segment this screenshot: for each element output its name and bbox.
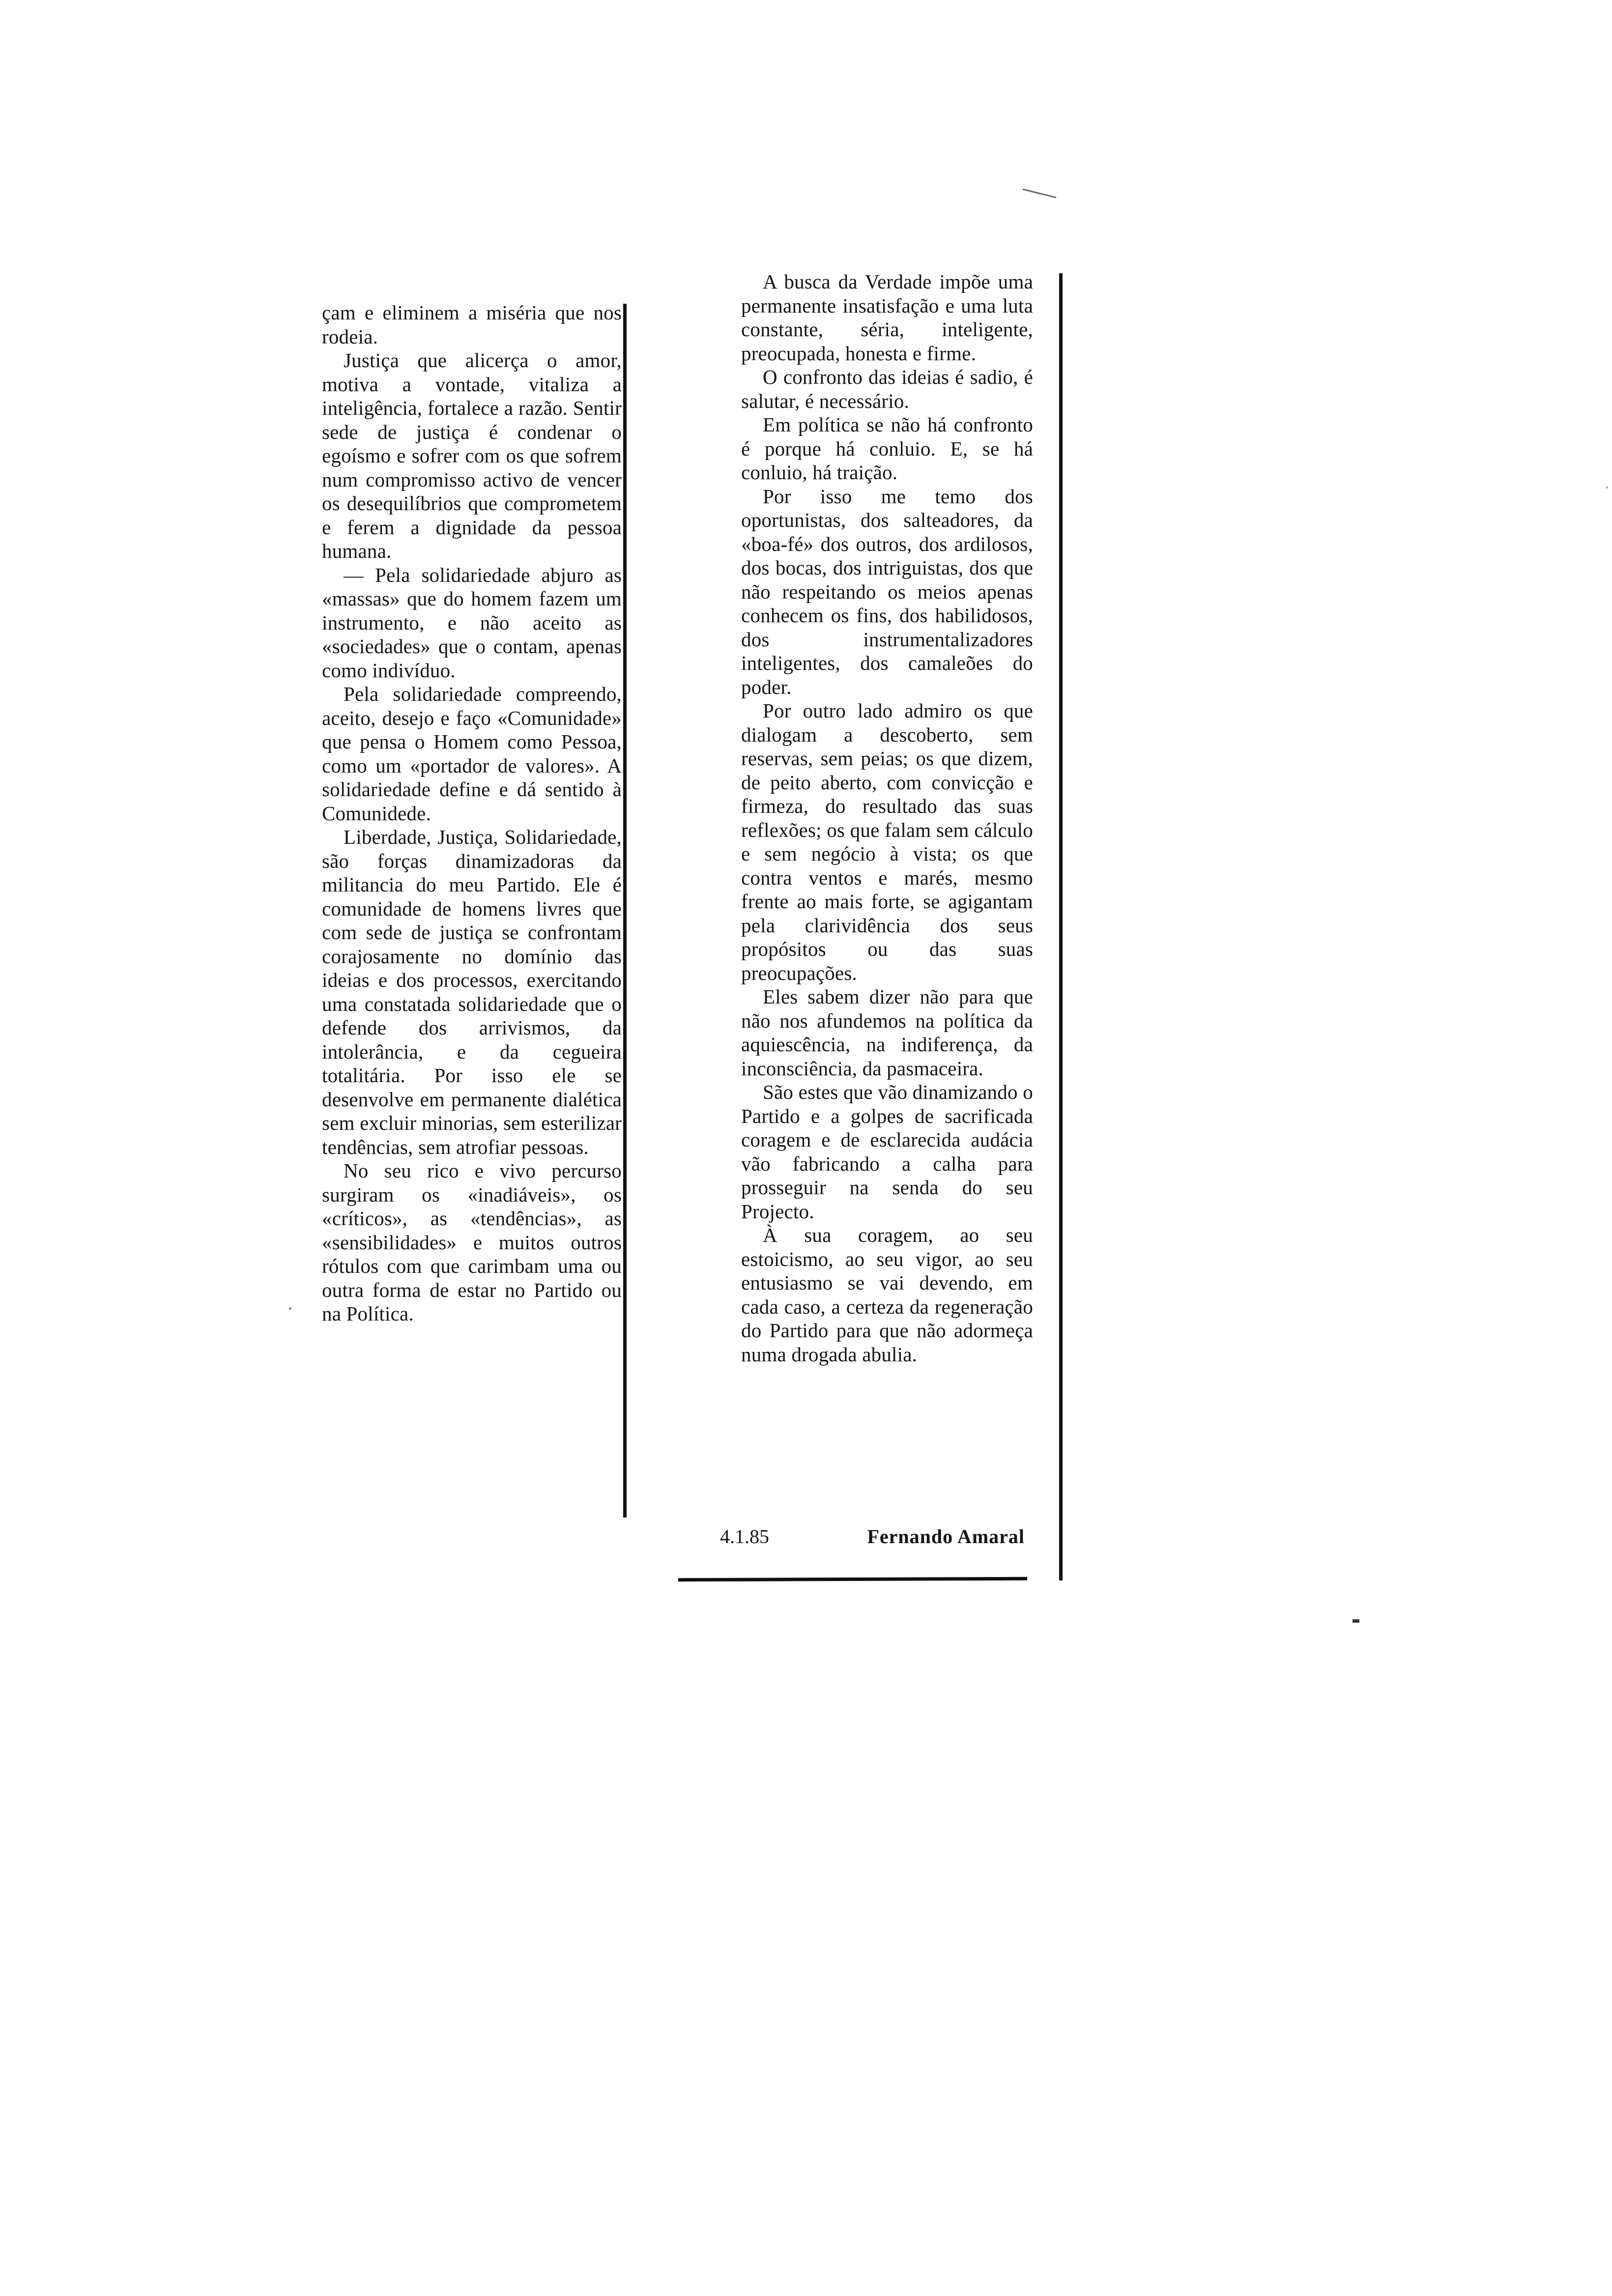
paragraph: O confronto das ideias é sadio, é salutar, é necessário. <box>741 366 1033 412</box>
article-author: Fernando Amaral <box>867 1525 1025 1548</box>
paragraph: Pela solidariedade compreendo, aceito, desejo e faço «Comunidade» que pensa o Homem como Pessoa, como um «portador de valores». A solidariedade define e dá sentido à Comunidede. <box>322 683 622 825</box>
paragraph: Em política se não há confronto é porque há conluio. E, se há conluio, há traição. <box>741 413 1033 484</box>
article-column-right <box>741 270 1033 1366</box>
paragraph: Justiça que alicerça o amor, motiva a vontade, vitaliza a inteligência, fortalece a razão. Sentir sede de justiça é condenar o egoísmo e sofrer com os que sofrem num compromisso activo de vencer os desequilíbrios que comprometem e ferem a dignidade da pessoa humana. <box>322 349 622 562</box>
paragraph: Eles sabem dizer não para que não nos afundemos na política da aquiescência, na indiferença, da inconsciência, da pasmaceira. <box>741 985 1033 1080</box>
scan-artifact-dot <box>1606 487 1608 488</box>
paragraph: No seu rico e vivo percurso surgiram os «inadiáveis», os «críticos», as «tendências», as «sensibilidades» e muitos outros rótulos com que carimbam uma ou outra forma de estar no Partido ou na Política. <box>322 1159 622 1325</box>
column-border-bottom <box>678 1577 1027 1581</box>
scan-artifact-dot <box>289 1307 291 1310</box>
scan-artifact-mark <box>1353 1619 1359 1623</box>
paragraph: Por isso me temo dos oportunistas, dos salteadores, da «boa-fé» dos outros, dos ardilosos, dos bocas, dos intriguistas, dos que não respeitando os meios apenas conhecem os fins, dos habilidosos, dos instrumentalizadores inteligentes, dos camaleões do poder. <box>741 485 1033 698</box>
article-date: 4.1.85 <box>720 1525 769 1548</box>
paragraph: çam e eliminem a miséria que nos rodeia. <box>322 301 622 348</box>
article-column-left <box>322 301 622 1326</box>
paragraph: Por outro lado admiro os que dialogam a descoberto, sem reservas, sem peias; os que dizem, de peito aberto, com convicção e firmeza, do resultado das suas reflexões; os que falam sem cálculo e sem negócio à vista; os que contra ventos e marés, mesmo frente ao mais forte, se agigantam pela clarividência dos seus propósitos ou das suas preocupações. <box>741 699 1033 984</box>
paragraph: — Pela solidariedade abjuro as «massas» que do homem fazem um instrumento, e não aceito as «sociedades» que o contam, apenas como indivíduo. <box>322 563 622 682</box>
paragraph: Liberdade, Justiça, Solidariedade, são forças dinamizadoras da militancia do meu Partido. Ele é comunidade de homens livres que com sede de justiça se confrontam corajosamente no domínio das ideias e dos processos, exercitando uma constatada solidariedade que o defende dos arrivismos, da intolerância, e da cegueira totalitária. Por isso ele se desenvolve em permanente dialética sem excluir minorias, sem esterilizar tendências, sem atrofiar pessoas. <box>322 826 622 1158</box>
paragraph: À sua coragem, ao seu estoicismo, ao seu vigor, ao seu entusiasmo se vai devendo, em cada caso, a certeza da regeneração do Partido para que não adormeça numa drogada abulia. <box>741 1224 1033 1366</box>
article-signature <box>720 1525 1025 1549</box>
paragraph: A busca da Verdade impõe uma permanente insatisfação e uma luta constante, séria, inteligente, preocupada, honesta e firme. <box>741 270 1033 365</box>
column-border-right <box>1059 273 1063 1580</box>
column-divider <box>623 304 627 1518</box>
paragraph: São estes que vão dinamizando o Partido e a golpes de sacrificada coragem e de esclarecida audácia vão fabricando a calha para prosseguir na senda do seu Projecto. <box>741 1081 1033 1223</box>
scan-artifact-mark <box>1023 189 1057 199</box>
